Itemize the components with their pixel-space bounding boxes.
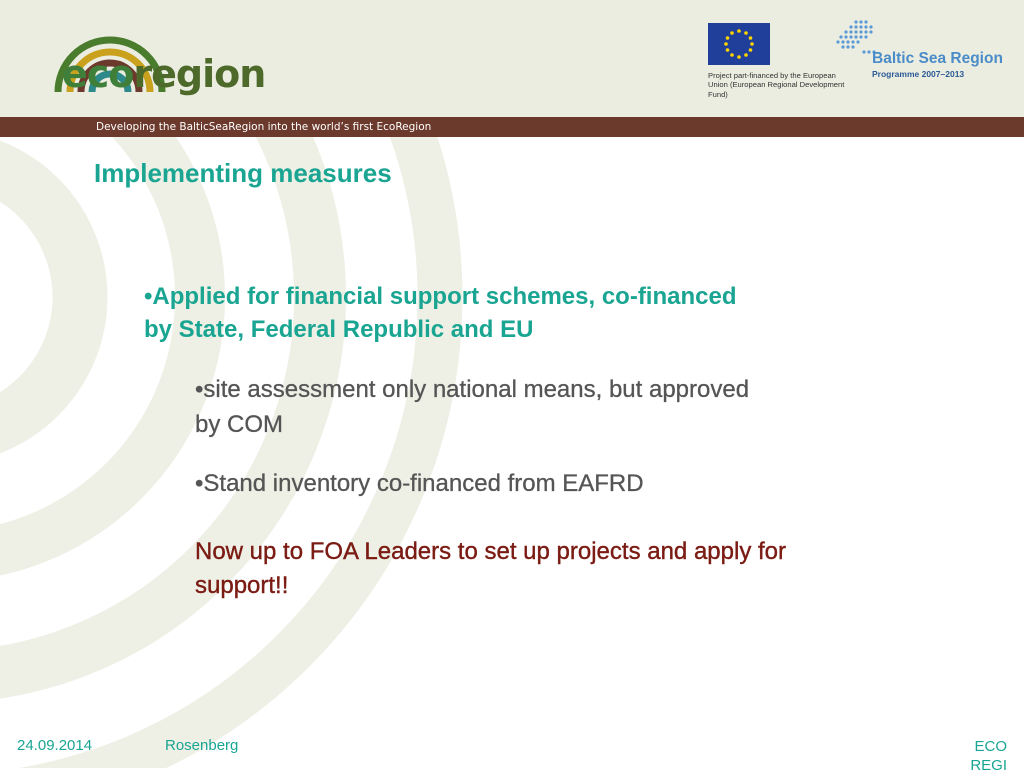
sub-bullet-stand-inventory: •Stand inventory co-financed from EAFRD xyxy=(195,470,644,497)
footer-date: 24.09.2014 xyxy=(17,737,93,754)
call-to-action-text: Now up to FOA Leaders to set up projects and apply for support!! xyxy=(195,538,786,599)
footer-author: Rosenberg xyxy=(165,737,239,754)
background-arcs xyxy=(0,137,560,768)
logo-region: region xyxy=(133,52,266,96)
footer-ecoregion-text: ECO REGI xyxy=(970,738,1007,774)
programme-name: Baltic Sea Region xyxy=(872,50,1003,67)
eu-funding-note: Project part-financed by the European Union (European Regional Development Fund) xyxy=(708,71,845,99)
main-bullet: •Applied for financial support schemes, co-financed by State, Federal Republic and EU xyxy=(144,283,737,343)
eu-flag-icon xyxy=(708,23,770,65)
logo-eco: eco xyxy=(62,52,134,96)
slide-title: Implementing measures xyxy=(94,158,392,188)
sub-bullet-site-assessment: •site assessment only national means, but approved by COM xyxy=(195,376,750,438)
tagline-text: Developing the BalticSeaRegion into the world’s first EcoRegion xyxy=(96,121,432,133)
ecoregion-logo-text xyxy=(62,52,265,96)
programme-period: Programme 2007–2013 xyxy=(872,69,965,79)
